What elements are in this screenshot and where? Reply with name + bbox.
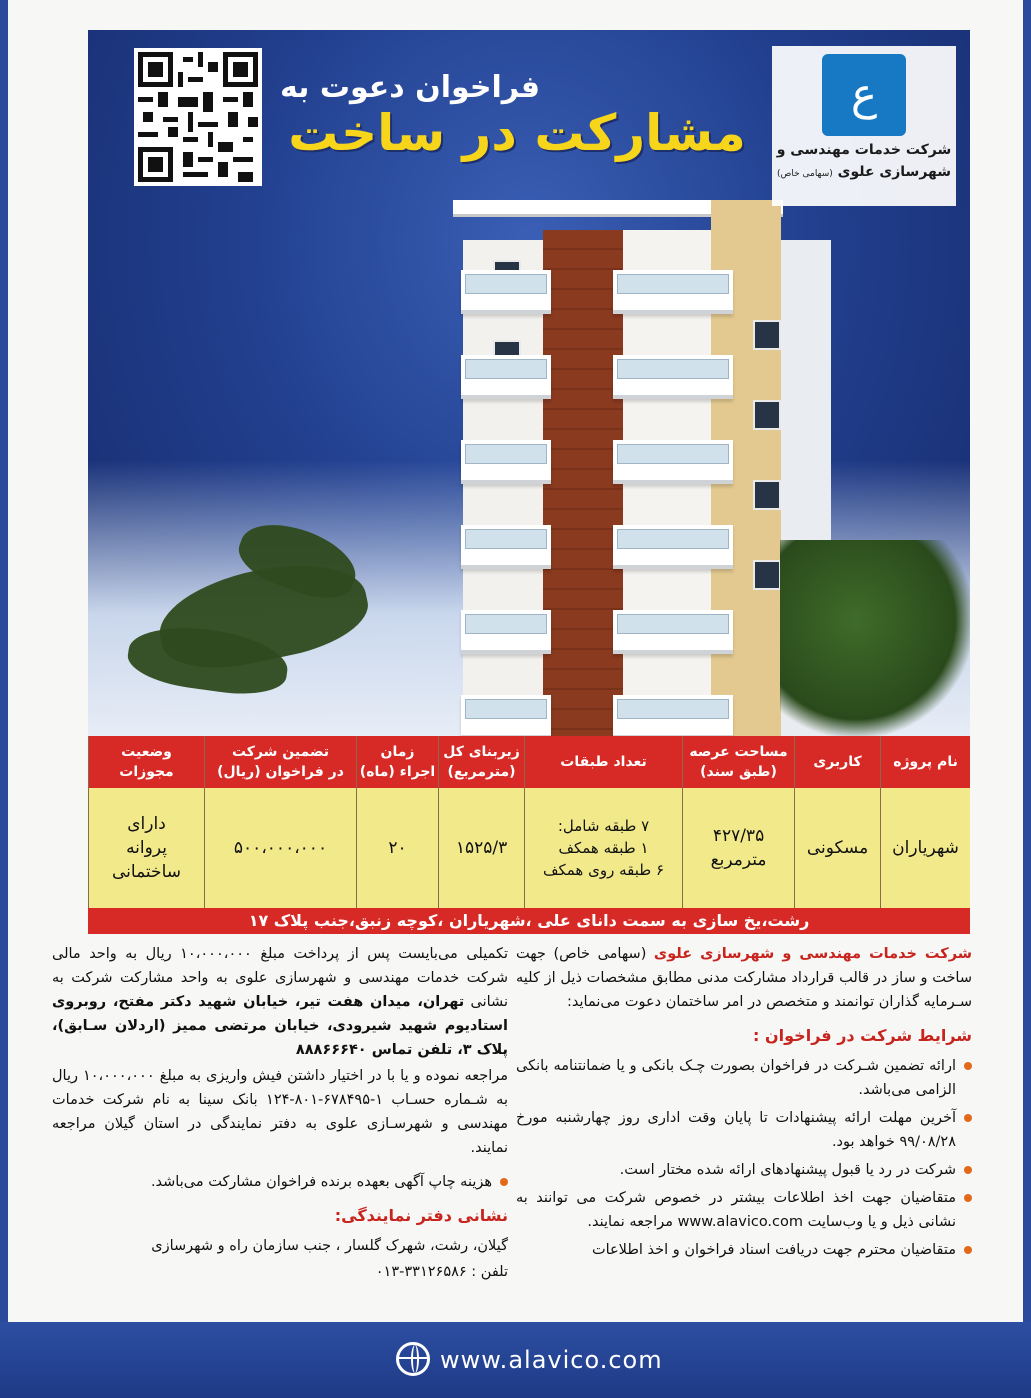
left-text-column xyxy=(52,942,508,1286)
table-header-cell: کاربری xyxy=(813,754,862,770)
table-header-cell: وضعیت مجوزات xyxy=(119,744,174,780)
tehran-address: تهران، میدان هفت تیر، خیابان شهید دکتر مفتح، روبروی استادیوم شهید شیرودی، خیابان مرتضی ممیز (اردلان سـابق)، پلاک ۳، تلفن تماس ۸۸۸۶۶۶۴۰ xyxy=(52,994,508,1058)
table-cell: ۴۲۷/۳۵ مترمربع xyxy=(710,826,767,870)
table-header-cell: زمان اجراء (ماه) xyxy=(359,744,436,780)
conditions-title: شرایط شرکت در فراخوان : xyxy=(753,1026,972,1045)
website-link[interactable]: www.alavico.com xyxy=(440,1346,663,1374)
table-cell: ۷ طبقه شامل: ۱ طبقه همکف ۶ طبقه روی همکف xyxy=(542,817,665,879)
project-table xyxy=(88,736,970,908)
table-header-cell: تضمین شرکت در فراخوان (ریال) xyxy=(217,744,344,780)
table-header-cell: مساحت عرصه (طبق سند) xyxy=(689,744,788,780)
office-title: نشانی دفتر نمایندگی: xyxy=(334,1206,508,1225)
condition-item: متقاضیان جهت اخذ اطلاعات بیشتر در خصوص شرکت می توانند به نشانی ذیل و یا وب‌سایت www.alavico.com مراجعه نمایند. xyxy=(516,1186,972,1234)
condition-item: متقاضیان محترم جهت دریافت اسناد فراخوان و اخذ اطلاعات xyxy=(516,1238,972,1262)
qr-code xyxy=(134,48,262,186)
intro-paragraph xyxy=(516,942,972,1014)
ad-cost-item: هزینه چاپ آگهی بعهده برنده فراخوان مشارکت می‌باشد. xyxy=(52,1170,508,1194)
table-cell: شهریاران xyxy=(892,838,959,858)
table-col-guarantee xyxy=(204,736,356,908)
right-text-column xyxy=(516,942,972,1266)
table-header-cell: تعداد طبقات xyxy=(560,754,647,770)
table-col-floors xyxy=(524,736,682,908)
table-cell: ۵۰۰،۰۰۰،۰۰۰ xyxy=(233,838,328,858)
payment-paragraph: تکمیلی می‌بایست پس از پرداخت مبلغ ۱۰،۰۰۰،۰۰۰ ریال به واحد مالی شرکت خدمات مهندسی و شهرسازی علوی به واحد مشارکت شرکت به نشانی تهران، میدان هفت تیر، خیابان شهید دکتر مفتح، روبروی استادیوم شهید شیرودی، خیابان مرتضی ممیز (اردلان سـابق)، پلاک ۳، تلفن تماس ۸۸۸۶۶۶۴۰ xyxy=(52,946,509,1058)
company-suffix: (سهامی خاص) xyxy=(553,946,647,962)
logo-name-line2: شهرسازی علوی (سهامی خاص) xyxy=(776,164,952,180)
deposit-paragraph: مراجعه نموده و یا با در اختیار داشتن فیش واریزی به مبلغ ۱۰،۰۰۰،۰۰۰ ریال به شـماره حسـاب ۱-۶۷۸۴۹۵-۸۰۱-۱۲۴ بانک سینا به نام شرکت خدمات مهندسی و شهرسـازی علوی به دفتر نمایندگی در استان گیلان مراجعه نمایند. xyxy=(52,1068,509,1156)
table-cell: مسکونی xyxy=(806,838,869,858)
logo-name-line1: شرکت خدمات مهندسی و xyxy=(776,142,952,158)
condition-item: آخرین مهلت ارائه پیشنهادات تا پایان وقت اداری روز چهارشنبه مورخ ۹۹/۰۸/۲۸ خواهد بود. xyxy=(516,1106,972,1154)
table-col-usage xyxy=(794,736,880,908)
table-header-cell: زیربنای کل (مترمربع) xyxy=(443,744,520,780)
condition-item: شرکت در رد یا قبول پیشنهادهای ارائه شده مختار است. xyxy=(516,1158,972,1182)
condition-item: ارائه تضمین شـرکت در فراخوان بصورت چـک بانکی و یا ضمانتنامه بانکی الزامی می‌باشد. xyxy=(516,1054,972,1102)
table-col-duration xyxy=(356,736,438,908)
hero-title-line1: فراخوان دعوت به xyxy=(279,70,541,105)
table-col-total-area xyxy=(438,736,524,908)
globe-icon xyxy=(396,1342,430,1376)
table-header-cell: نام پروژه xyxy=(893,754,958,770)
office-address: گیلان، رشت، شهرک گلسار ، جنب سازمان راه و شهرسازی xyxy=(151,1238,508,1254)
footer-bar xyxy=(0,1322,1031,1398)
hero-title-line2: مشارکت در ساخت xyxy=(288,104,746,162)
table-cell: ۱۵۲۵/۳ xyxy=(455,838,508,858)
building-image xyxy=(453,200,833,738)
left-border xyxy=(0,0,8,1398)
trees-right xyxy=(780,540,970,738)
table-col-permits xyxy=(88,736,204,908)
table-col-project-name xyxy=(880,736,970,908)
table-cell: دارای پروانه ساختمانی xyxy=(112,814,181,882)
company-name: شرکت خدمات مهندسی و شهرسازی علوی xyxy=(653,946,972,962)
table-col-land-area xyxy=(682,736,794,908)
company-logo xyxy=(772,46,956,206)
right-border xyxy=(1023,0,1031,1398)
office-phone: تلفن : ۳۳۱۲۶۵۸۶-۰۱۳ xyxy=(375,1264,508,1280)
logo-mark-icon: ع xyxy=(822,54,906,136)
table-cell: ۲۰ xyxy=(388,838,407,858)
intro-text: جهت ساخت و ساز در قالب قرارداد مشارکت مدنی مطابق مشخصات ذیل از کلیه سـرمایه گذاران توانمند و متخصص در امر ساختمان دعوت می‌نماید: xyxy=(516,946,972,1010)
project-address-bar: رشت،یخ سازی به سمت دانای علی ،شهریاران ،کوچه زنبق،جنب پلاک ۱۷ xyxy=(88,908,970,934)
